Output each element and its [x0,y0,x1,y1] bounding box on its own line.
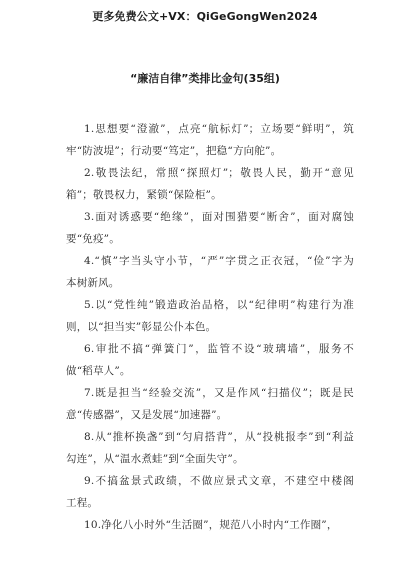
item-line: 做“稻草人”。 [66,365,131,377]
list-item [66,250,354,294]
item-line: 2.敬畏法纪，常照“探照灯”；敬畏人民，勤开“意见 [84,167,354,179]
item-line: 9.不搞盆景式政绩，不做应景式文章，不建空中楼阁 [84,475,354,487]
item-line: 4.“慎”字当头守小节，“严”字贯之正衣冠，“俭”字为 [84,255,354,267]
item-line: 要“免疫”。 [66,233,120,245]
list-item [66,162,354,206]
item-line: 1.思想要“澄澈”，点亮“航标灯”；立场要“鲜明”，筑 [84,123,354,135]
item-line: 10.净化八小时外“生活圈”，规范八小时内“工作圈”， [84,519,338,531]
list-item [66,118,354,162]
list-item [66,294,354,338]
list-item [66,514,354,536]
list-item [66,206,354,250]
document-title: “廉洁自律”类排比金句(35组) [130,72,280,85]
list-item [66,382,354,426]
item-line: 8.从“推杯换盏”到“匀肩搭背”，从“投桃报李”到“利益 [84,431,354,443]
list-item [66,426,354,470]
item-line: 5.以“党性纯”锻造政治品格，以“纪律明”构建行为准 [84,299,354,311]
item-line: 则，以“担当实”彰显公仆本色。 [66,321,217,333]
item-line: 意“传感器”，又是发展“加速器”。 [66,409,228,421]
item-line: 7.既是担当“经验交流”，又是作风“扫描仪”；既是民 [84,387,354,399]
item-line: 牢“防波堤”；行动要“笃定”，把稳“方向舵”。 [66,145,282,157]
item-line: 勾连”，从“温水煮蛙”到“全面失守”。 [66,453,244,465]
item-line: 本树新风。 [66,277,120,289]
list-item [66,338,354,382]
item-line: 工程。 [66,497,99,509]
item-line: 6.审批不搞“弹簧门”，监管不设“玻璃墙”，服务不 [84,343,354,355]
item-line: 箱”；敬畏权力，紧锁“保险柜”。 [66,189,222,201]
header-promo-text: 更多免费公文+VX：QiGeGongWen2024 [92,10,318,23]
item-line: 3.面对诱惑要“绝缘”，面对围猎要“断舍”，面对腐蚀 [84,211,354,223]
list-item [66,470,354,514]
